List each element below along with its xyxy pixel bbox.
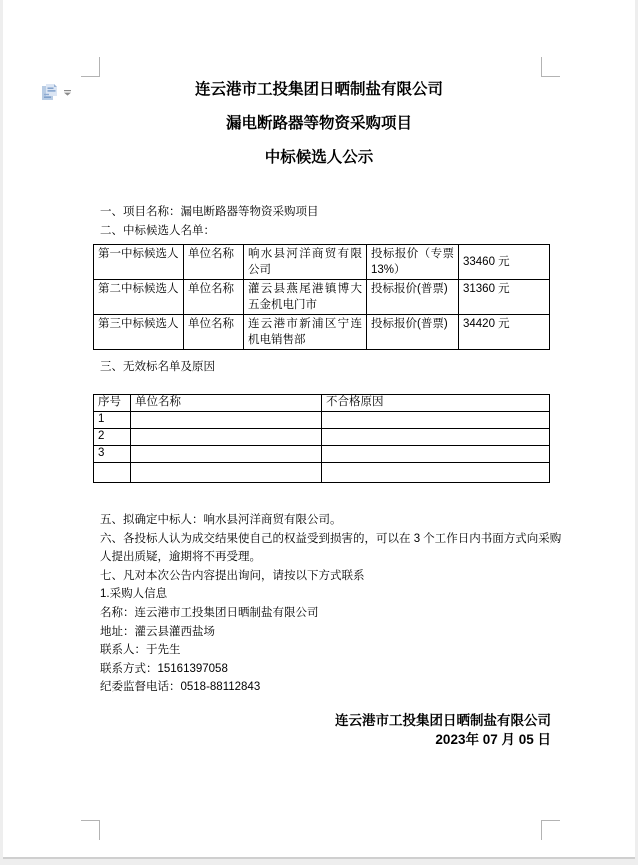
unit-label-cell: 单位名称 — [184, 315, 244, 350]
table-row — [94, 429, 550, 446]
signature-block — [335, 712, 551, 749]
unit-cell — [131, 446, 322, 463]
reason-cell — [322, 429, 550, 446]
line-objection-2: 人提出质疑，逾期将不再受理。 — [100, 551, 261, 564]
candidate-rank-cell: 第一中标候选人 — [94, 245, 184, 280]
document-title-project: 漏电断路器等物资采购项目 — [225, 115, 412, 132]
line-purchaser-address: 地址：灌云县灌西盐场 — [100, 625, 215, 638]
candidate-rank-cell: 第二中标候选人 — [94, 280, 184, 315]
price-label-cell: 投标报价（专票13%） — [367, 245, 459, 280]
unit-cell — [131, 463, 322, 483]
table-row — [94, 280, 550, 315]
margin-crop-mark-top-right — [541, 57, 560, 77]
signature-date: 2023年 07 月 05 日 — [435, 731, 551, 747]
header-unit-cell: 单位名称 — [131, 395, 322, 412]
seq-cell: 3 — [94, 446, 131, 463]
header-reason-cell: 不合格原因 — [322, 395, 550, 412]
line-objection-1: 六、各投标人认为成交结果使自己的权益受到损害的，可以在 3 个工作日内书面方式向采购 — [100, 532, 562, 545]
reason-cell — [322, 446, 550, 463]
line-purchaser-info: 1.采购人信息 — [100, 588, 168, 601]
line-supervision-phone: 纪委监督电话：0518-88112843 — [100, 681, 261, 694]
table-header-row — [94, 395, 550, 412]
intro-section — [100, 203, 319, 240]
reason-cell — [322, 412, 550, 429]
price-value-cell: 34420 元 — [459, 315, 550, 350]
unit-cell — [131, 412, 322, 429]
section3-heading: 三、无效标名单及原因 — [100, 361, 215, 373]
price-label-cell: 投标报价(普票) — [367, 280, 459, 315]
company-name-cell: 连云港市新浦区宁连机电销售部 — [244, 315, 367, 350]
invalid-bids-table — [93, 394, 550, 483]
candidates-table — [93, 244, 550, 350]
table-row — [94, 245, 550, 280]
price-value-cell: 33460 元 — [459, 245, 550, 280]
price-value-cell: 31360 元 — [459, 280, 550, 315]
intro-line-project-name: 一、项目名称：漏电断路器等物资采购项目 — [100, 206, 319, 218]
intro-line-candidate-list: 二、中标候选人名单： — [100, 224, 215, 237]
document-title-company: 连云港市工投集团日晒制盐有限公司 — [194, 81, 443, 98]
company-name-cell: 响水县河洋商贸有限公司 — [244, 245, 367, 280]
seq-cell — [94, 463, 131, 483]
table-row — [94, 412, 550, 429]
price-label-cell: 投标报价(普票) — [367, 315, 459, 350]
unit-cell — [131, 429, 322, 446]
line-contact-person: 联系人：于先生 — [100, 644, 181, 657]
seq-cell: 2 — [94, 429, 131, 446]
line-purchaser-name: 名称：连云港市工投集团日晒制盐有限公司 — [100, 606, 319, 619]
table-row — [94, 446, 550, 463]
company-name-cell: 灌云县燕尾港镇博大五金机电门市 — [244, 280, 367, 315]
seq-cell: 1 — [94, 412, 131, 429]
margin-crop-mark-bottom-left — [81, 820, 100, 840]
table-row — [94, 315, 550, 350]
header-seq-cell: 序号 — [94, 395, 131, 412]
unit-label-cell: 单位名称 — [184, 280, 244, 315]
candidate-rank-cell: 第三中标候选人 — [94, 315, 184, 350]
signature-company: 连云港市工投集团日晒制盐有限公司 — [335, 713, 551, 728]
unit-label-cell: 单位名称 — [184, 245, 244, 280]
line-contact-phone: 联系方式：15161397058 — [100, 662, 228, 675]
line-inquiry: 七、凡对本次公告内容提出询问，请按以下方式联系 — [100, 569, 365, 582]
table-row — [94, 463, 550, 483]
margin-crop-mark-bottom-right — [541, 820, 560, 840]
reason-cell — [322, 463, 550, 483]
margin-crop-mark-top-left — [81, 57, 100, 77]
lower-text-block — [100, 511, 561, 697]
document-title-announcement: 中标候选人公示 — [264, 149, 374, 166]
line-confirmed-winner: 五、拟确定中标人：响水县河洋商贸有限公司。 — [100, 514, 342, 526]
